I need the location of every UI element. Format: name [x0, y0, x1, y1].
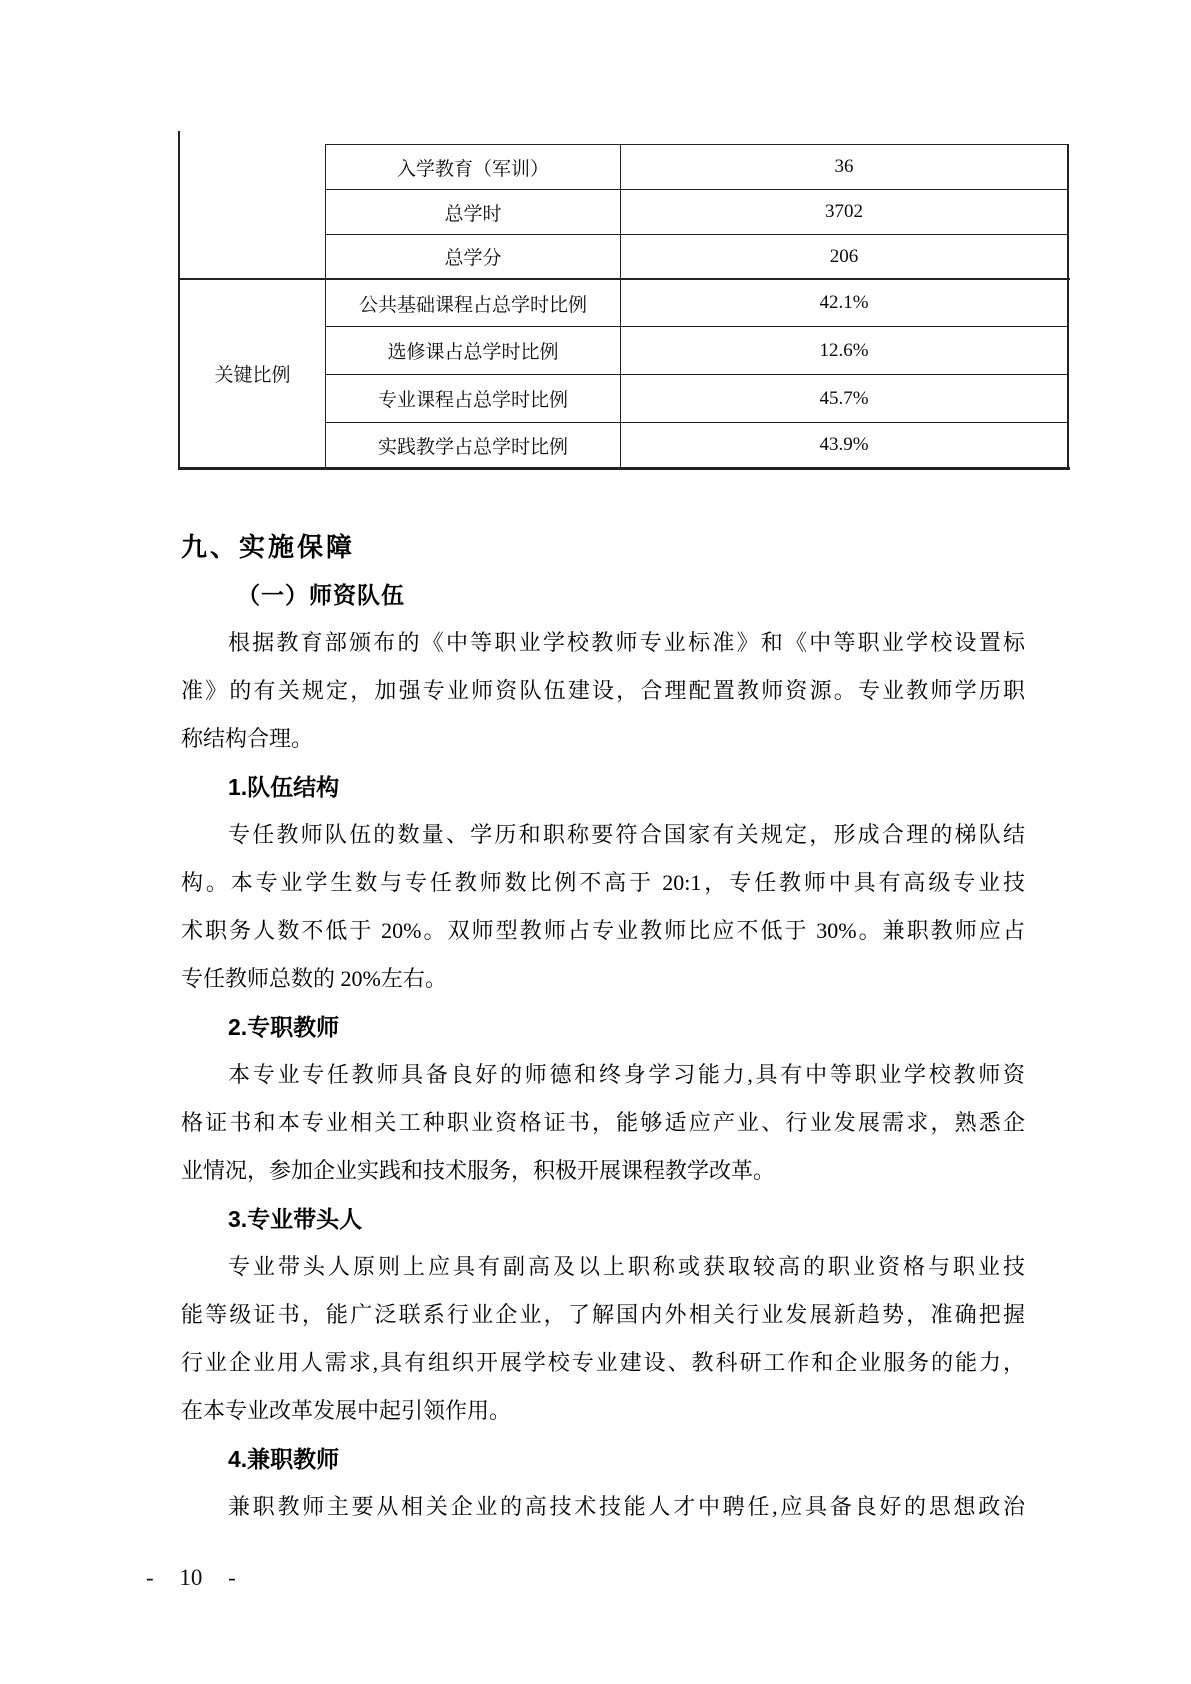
body-text-column	[181, 523, 1025, 1531]
table-label-cell: 总学时	[444, 203, 502, 225]
table-value-cell: 12.6%	[819, 339, 869, 361]
numbered-heading-2: 2.专职教师	[228, 1014, 340, 1040]
table-row-header: 关键比例	[214, 365, 291, 386]
table-label-cell: 入学教育（军训）	[396, 158, 549, 180]
paragraph-line: 准》的有关规定，加强专业师资队伍建设，合理配置教师资源。专业教师学历职	[181, 678, 1025, 703]
table-label-cell: 实践教学占总学时比例	[377, 436, 568, 458]
table-value-cell: 36	[834, 156, 854, 177]
table-label-cell: 选修课占总学时比例	[387, 342, 559, 363]
paragraph-line: 专任教师总数的 20%左右。	[181, 966, 447, 991]
paragraph-line: 格证书和本专业相关工种职业资格证书，能够适应产业、行业发展需求，熟悉企	[181, 1110, 1025, 1135]
paragraph-line: 专任教师队伍的数量、学历和职称要符合国家有关规定，形成合理的梯队结	[228, 822, 1025, 847]
page-number: - 10 -	[146, 1565, 236, 1590]
section-heading: 九、实施保障	[181, 532, 356, 562]
paragraph-line: 行业企业用人需求,具有组织开展学校专业建设、教科研工作和企业服务的能力，	[181, 1350, 1025, 1375]
table-label-cell: 总学分	[444, 248, 502, 269]
table-value-cell: 45.7%	[819, 387, 869, 409]
paragraph-line: 在本专业改革发展中起引领作用。	[181, 1398, 512, 1423]
table-value-cell: 206	[829, 245, 859, 267]
table-value-cell: 43.9%	[819, 434, 869, 455]
numbered-heading-1: 1.队伍结构	[228, 774, 340, 800]
paragraph-line: 构。本专业学生数与专任教师数比例不高于 20:1，专任教师中具有高级专业技	[181, 870, 1025, 895]
paragraph-line: 兼职教师主要从相关企业的高技术技能人才中聘任,应具备良好的思想政治	[228, 1494, 1025, 1519]
numbered-heading-4: 4.兼职教师	[228, 1446, 340, 1472]
paragraph-line: 专业带头人原则上应具有副高及以上职称或获取较高的职业资格与职业技	[228, 1254, 1025, 1279]
paragraph-line: 称结构合理。	[181, 726, 314, 751]
table-label-cell: 专业课程占总学时比例	[377, 390, 568, 411]
numbered-heading-3: 3.专业带头人	[228, 1206, 363, 1232]
paragraph-line: 根据教育部颁布的《中等职业学校教师专业标准》和《中等职业学校设置标	[228, 630, 1025, 655]
subsection-heading: （一）师资队伍	[237, 582, 405, 608]
table-value-cell: 42.1%	[819, 292, 869, 313]
paragraph-line: 能等级证书，能广泛联系行业企业，了解国内外相关行业发展新趋势，准确把握	[181, 1302, 1025, 1327]
paragraph-line: 术职务人数不低于 20%。双师型教师占专业教师比应不低于 30%。兼职教师应占	[181, 918, 1025, 943]
table-border-bottom	[178, 467, 1070, 470]
paragraph-line: 本专业专任教师具备良好的师德和终身学习能力,具有中等职业学校教师资	[228, 1062, 1025, 1087]
table-value-cell: 3702	[825, 201, 863, 222]
paragraph-line: 业情况，参加企业实践和技术服务，积极开展课程教学改革。	[181, 1158, 776, 1183]
table-label-cell: 公共基础课程占总学时比例	[358, 294, 587, 316]
